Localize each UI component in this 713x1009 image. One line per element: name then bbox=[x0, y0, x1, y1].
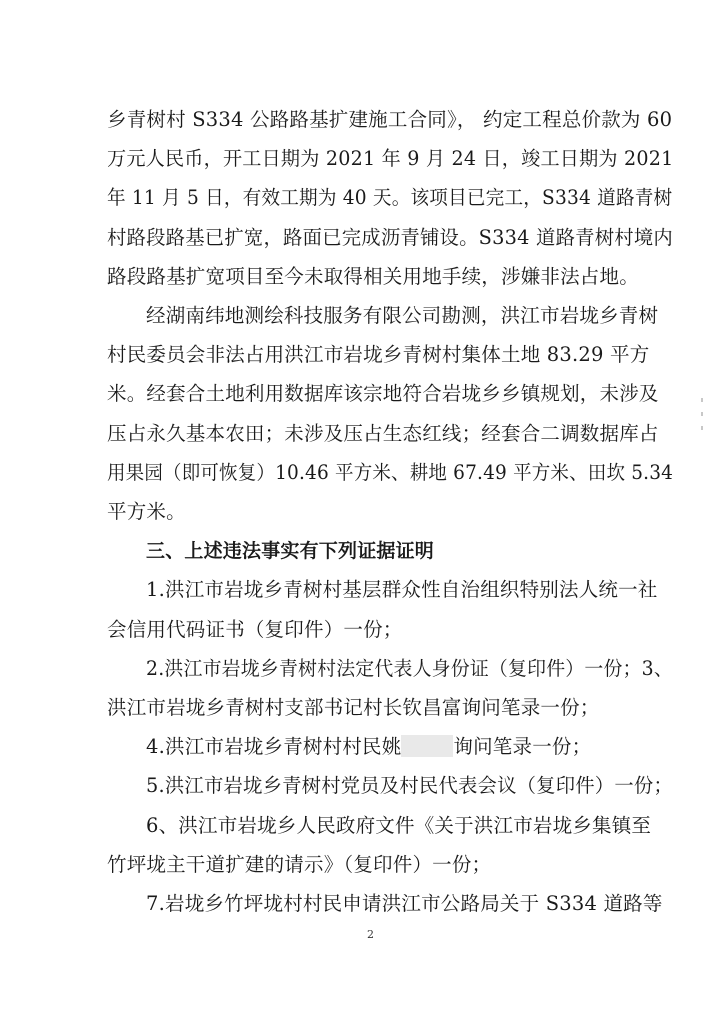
paragraph-line: 平方米。 bbox=[107, 500, 186, 523]
evidence-item-text: 询问笔录一份； bbox=[453, 735, 592, 759]
evidence-item-continuation: 竹坪垅主干道扩建的请示》（复印件）一份； bbox=[107, 852, 492, 876]
evidence-item: 6、洪江市岩垅乡人民政府文件《关于洪江市岩垅乡集镇至 bbox=[146, 813, 652, 837]
section-heading: 三、上述违法事实有下列证据证明 bbox=[146, 540, 435, 563]
scan-mark bbox=[701, 426, 703, 430]
evidence-item-text: 4.洪江市岩垅乡青树村村民姚 bbox=[146, 735, 402, 759]
paragraph-line: 经湖南纬地测绘科技服务有限公司勘测，洪江市岩垅乡青树 bbox=[146, 304, 659, 327]
paragraph-line: 万元人民币，开工日期为 2021 年 9 月 24 日，竣工日期为 2021 bbox=[107, 147, 674, 171]
evidence-item: 7.岩垅乡竹坪垅村村民申请洪江市公路局关于 S334 道路等 bbox=[146, 892, 663, 915]
paragraph-line: 压占永久基本农田；未涉及压占生态红线；经套合二调数据库占 bbox=[107, 421, 659, 445]
evidence-item-continuation: 洪江市岩垅乡青树村支部书记村长钦昌富询问笔录一份； bbox=[107, 696, 600, 719]
paragraph-line: 年 11 月 5 日，有效工期为 40 天。该项目已完工，S334 道路青树 bbox=[107, 186, 673, 210]
page-number: 2 bbox=[367, 928, 374, 941]
evidence-item: 2.洪江市岩垅乡青树村法定代表人身份证（复印件）一份；3、 bbox=[146, 656, 673, 680]
evidence-item: 5.洪江市岩垅乡青树村党员及村民代表会议（复印件）一份； bbox=[146, 774, 673, 798]
paragraph-line: 用果园（即可恢复）10.46 平方米、耕地 67.49 平方米、田坎 5.34 bbox=[107, 460, 674, 484]
paragraph-line: 村民委员会非法占用洪江市岩垅乡青树村集体土地 83.29 平方 bbox=[107, 343, 650, 367]
paragraph-line: 村路段路基已扩宽，路面已完成沥青铺设。S334 道路青树村境内 bbox=[107, 225, 673, 249]
evidence-item: 1.洪江市岩垅乡青树村基层群众性自治组织特别法人统一社 bbox=[146, 578, 658, 602]
paragraph-line: 米。经套合土地利用数据库该宗地符合岩垅乡乡镇规划，未涉及 bbox=[107, 382, 659, 406]
paragraph-line: 路段路基扩宽项目至今未取得相关用地手续，涉嫌非法占地。 bbox=[107, 264, 639, 288]
evidence-item bbox=[146, 735, 591, 759]
paragraph-line: 乡青树村 S334 公路路基扩建施工合同》， 约定工程总价款为 60 bbox=[107, 108, 673, 131]
evidence-item-continuation: 会信用代码证书（复印件）一份； bbox=[107, 617, 403, 641]
redaction-block bbox=[401, 735, 453, 757]
scan-mark bbox=[701, 412, 703, 416]
scan-mark bbox=[701, 398, 703, 402]
